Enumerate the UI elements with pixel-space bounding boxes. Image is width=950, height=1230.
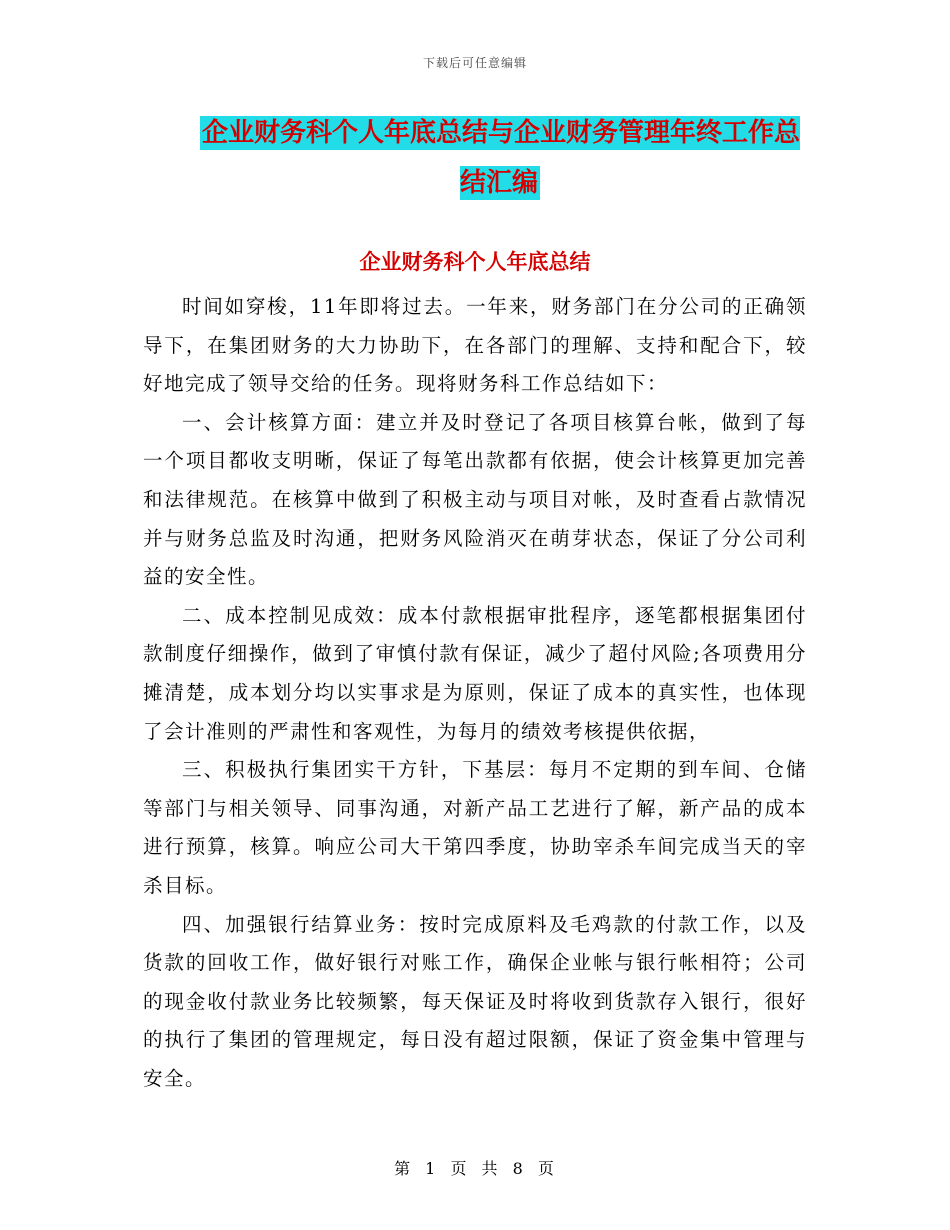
paragraph-grassroots: 三、积极执行集团实干方针，下基层：每月不定期的到车间、仓储等部门与相关领导、同事沟通，对新产品工艺进行了解，新产品的成本进行预算，核算。响应公司大干第四季度，协助宰杀车间完成当天的宰杀目标。 — [143, 758, 807, 897]
section-title: 企业财务科个人年底总结 — [359, 249, 591, 274]
document-title-text: 企业财务科个人年底总结与企业财务管理年终工作总结汇编 — [201, 118, 800, 198]
page-number: 第 1 页 共 8 页 — [394, 1159, 556, 1178]
document-title — [190, 108, 810, 208]
paragraph-intro: 时间如穿梭，11年即将过去。一年来，财务部门在分公司的正确领导下，在集团财务的大力协助下，在各部门的理解、支持和配合下，较好地完成了领导交给的任务。现将财务科工作总结如下： — [143, 295, 807, 396]
paragraph-bank-settlement: 四、加强银行结算业务：按时完成原料及毛鸡款的付款工作，以及货款的回收工作，做好银行对账工作，确保企业帐与银行帐相符；公司的现金收付款业务比较频繁，每天保证及时将收到货款存入银行，很好的执行了集团的管理规定，每日没有超过限额，保证了资金集中管理与安全。 — [143, 912, 807, 1090]
page-header-note: 下载后可任意编辑 — [422, 56, 527, 70]
document-body — [143, 288, 807, 1098]
paragraph-cost-control: 二、成本控制见成效：成本付款根据审批程序，逐笔都根据集团付款制度仔细操作，做到了审慎付款有保证，减少了超付风险;各项费用分摊清楚，成本划分均以实事求是为原则，保证了成本的真实性，也体现了会计准则的严肃性和客观性，为每月的绩效考核提供依据， — [143, 603, 807, 743]
paragraph-accounting: 一、会计核算方面：建立并及时登记了各项目核算台帐，做到了每一个项目都收支明晰，保证了每笔出款都有依据，使会计核算更加完善和法律规范。在核算中做到了积极主动与项目对帐，及时查看占款情况并与财务总监及时沟通，把财务风险消灭在萌芽状态，保证了分公司利益的安全性。 — [143, 410, 807, 589]
